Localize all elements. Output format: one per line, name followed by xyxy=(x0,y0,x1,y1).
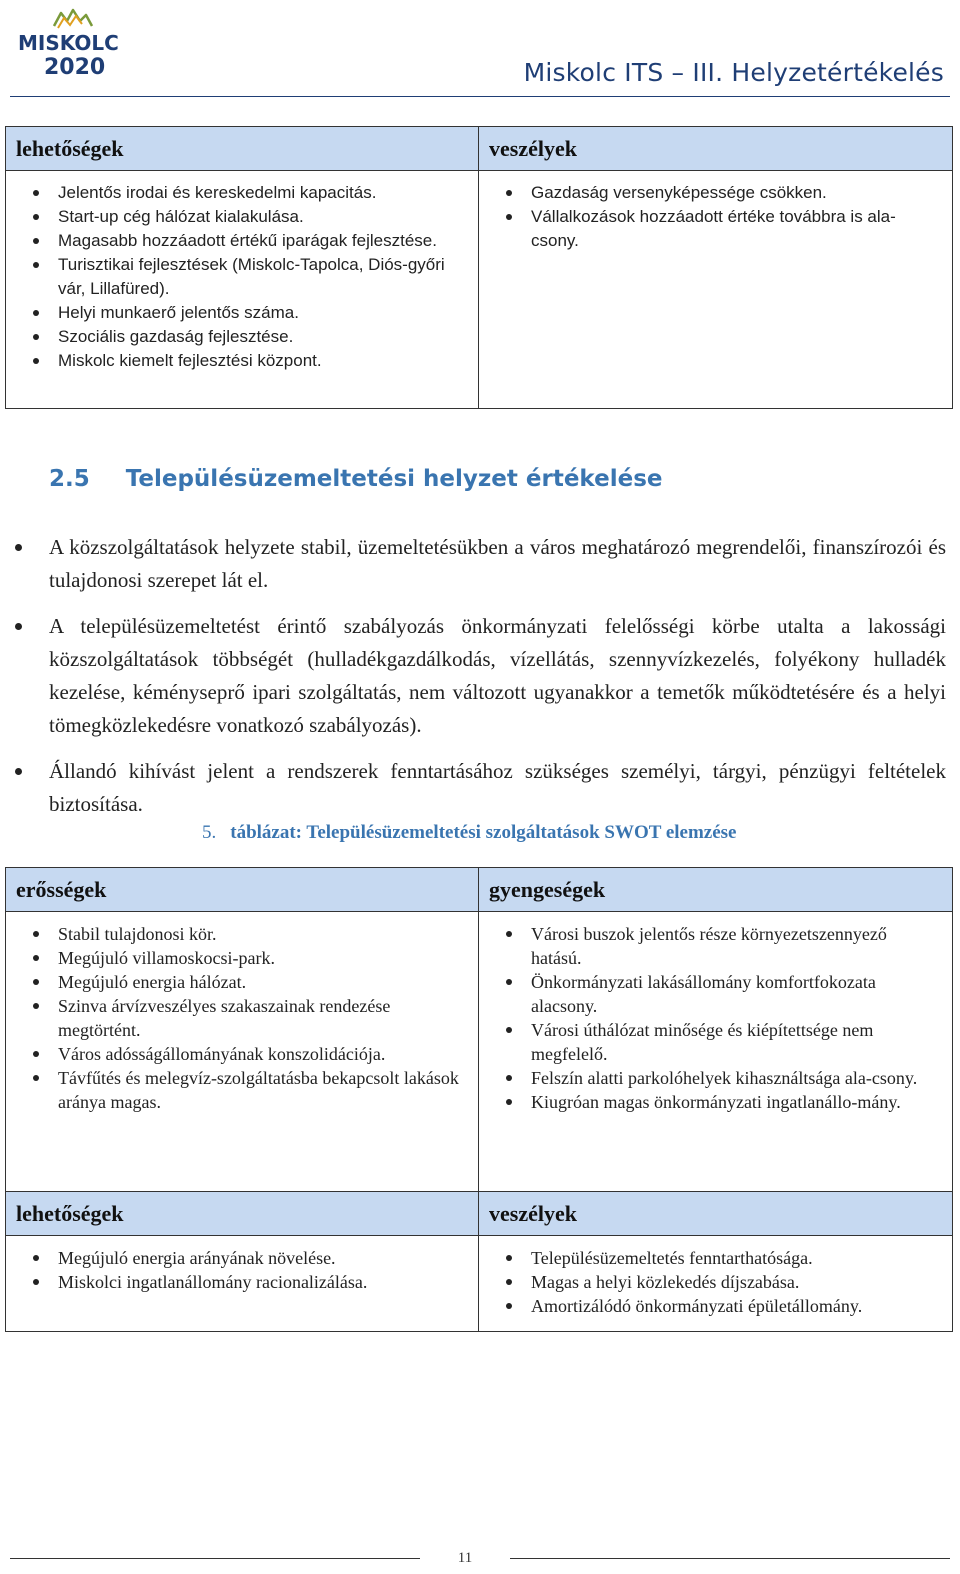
list-item: Megújuló energia arányának növelése. xyxy=(18,1246,466,1270)
list-item: Stabil tulajdonosi kör. xyxy=(18,922,466,946)
weaknesses-list xyxy=(491,922,940,1114)
page-number: 11 xyxy=(457,1550,473,1566)
miskolc-2020-logo xyxy=(14,6,126,80)
svg-text:2020: 2020 xyxy=(44,55,106,80)
list-item: Megújuló villamoskocsi-park. xyxy=(18,946,466,970)
threats-header: veszélyek xyxy=(479,1192,953,1236)
footer-divider-right xyxy=(510,1558,950,1559)
caption-text: táblázat: Településüzemeltetési szolgáltatások SWOT elemzése xyxy=(230,822,737,843)
threats-list xyxy=(491,1246,940,1318)
section-title: Településüzemeltetési helyzet értékelése xyxy=(125,466,663,492)
threats-header: veszélyek xyxy=(479,127,953,171)
list-item: Start-up cég hálózat kialakulása. xyxy=(18,205,466,229)
list-item: Felszín alatti parkolóhelyek kihasználtsága ala-csony. xyxy=(491,1066,940,1090)
list-item: Magasabb hozzáadott értékű iparágak fejlesztése. xyxy=(18,229,466,253)
list-item: Városi buszok jelentős része környezetszennyező hatású. xyxy=(491,922,940,970)
list-item: Miskolc kiemelt fejlesztési központ. xyxy=(18,349,466,373)
weaknesses-cell xyxy=(479,912,953,1192)
opportunities-list xyxy=(18,1246,466,1294)
opportunities-cell xyxy=(6,171,479,409)
list-item: Amortizálódó önkormányzati épületállomány. xyxy=(491,1294,940,1318)
opportunities-cell xyxy=(6,1236,479,1332)
list-item: Kiugróan magas önkormányzati ingatlanállo-mány. xyxy=(491,1090,940,1114)
strengths-header: erősségek xyxy=(6,868,479,912)
footer-divider-left xyxy=(10,1558,420,1559)
bullet-paragraph: A közszolgáltatások helyzete stabil, üzemeltetésükben a város meghatározó megrendelői, finanszírozói és tulajdonosi szerepet lát el. xyxy=(10,531,946,597)
list-item: Városi úthálózat minősége és kiépítettsége nem megfelelő. xyxy=(491,1018,940,1066)
document-header-title: Miskolc ITS – III. Helyzetértékelés xyxy=(523,58,944,87)
list-item: Településüzemeltetés fenntarthatósága. xyxy=(491,1246,940,1270)
swot-table-municipal-services xyxy=(5,867,953,1332)
threats-cell xyxy=(479,1236,953,1332)
weaknesses-header: gyengeségek xyxy=(479,868,953,912)
swot-table-economy-continued xyxy=(5,126,953,409)
list-item: Megújuló energia hálózat. xyxy=(18,970,466,994)
section-number: 2.5 xyxy=(49,466,90,492)
bullet-paragraph: A településüzemeltetést érintő szabályozás önkormányzati felelősségi körbe utalta a lakossági közszolgáltatások többségét (hulladékgazdálkodás, vízellátás, szennyvízkezelés, folyékony hulladék kezelése, kéményseprő ipari szolgáltatás, nem változott ugyanakkor a temetők működtetésére és a helyi tömegközlekedésre vonatkozó szabályozás). xyxy=(10,610,946,742)
svg-text:MISKOLC: MISKOLC xyxy=(18,31,119,55)
list-item: Helyi munkaerő jelentős száma. xyxy=(18,301,466,325)
section-heading xyxy=(49,466,662,492)
list-item: Jelentős irodai és kereskedelmi kapacitás. xyxy=(18,181,466,205)
list-item: Önkormányzati lakásállomány komfortfokozata alacsony. xyxy=(491,970,940,1018)
list-item: Magas a helyi közlekedés díjszabása. xyxy=(491,1270,940,1294)
opportunities-list xyxy=(18,181,466,373)
caption-number: 5. xyxy=(202,822,217,843)
header-divider xyxy=(10,96,950,97)
bullet-paragraph: Állandó kihívást jelent a rendszerek fenntartásához szükséges személyi, tárgyi, pénzügyi feltételek biztosítása. xyxy=(10,755,946,821)
section-body xyxy=(10,531,946,834)
threats-list xyxy=(491,181,940,253)
strengths-cell xyxy=(6,912,479,1192)
strengths-list xyxy=(18,922,466,1114)
list-item: Gazdaság versenyképessége csökken. xyxy=(491,181,940,205)
list-item: Távfűtés és melegvíz-szolgáltatásba bekapcsolt lakások aránya magas. xyxy=(18,1066,466,1114)
list-item: Turisztikai fejlesztések (Miskolc-Tapolca, Diós-győri vár, Lillafüred). xyxy=(18,253,466,301)
opportunities-header: lehetőségek xyxy=(6,1192,479,1236)
opportunities-header: lehetőségek xyxy=(6,127,479,171)
threats-cell xyxy=(479,171,953,409)
list-item: Vállalkozások hozzáadott értéke továbbra is ala-csony. xyxy=(491,205,940,253)
list-item: Város adósságállományának konszolidációja. xyxy=(18,1042,466,1066)
list-item: Szociális gazdaság fejlesztése. xyxy=(18,325,466,349)
list-item: Miskolci ingatlanállomány racionalizálása. xyxy=(18,1270,466,1294)
table-caption xyxy=(202,822,737,844)
list-item: Szinva árvízveszélyes szakaszainak rendezése megtörtént. xyxy=(18,994,466,1042)
